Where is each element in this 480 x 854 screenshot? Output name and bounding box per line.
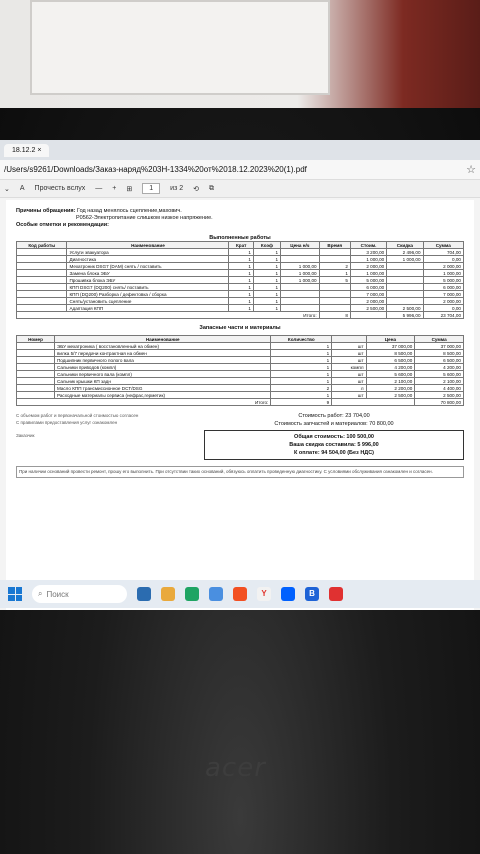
reason-text: Год назад менялось сцепление,махович. bbox=[76, 208, 182, 214]
parts-cell: 1 bbox=[271, 378, 332, 385]
parts-cell: шт bbox=[332, 378, 366, 385]
works-cell bbox=[387, 298, 423, 305]
parts-cell: 1 bbox=[271, 371, 332, 378]
works-cell: 1 bbox=[229, 284, 253, 291]
pdf-document-page bbox=[6, 200, 474, 610]
works-header-4: Цена н/ч bbox=[281, 242, 320, 249]
parts-cell: 4 200,00 bbox=[366, 364, 415, 371]
works-cell bbox=[281, 249, 320, 256]
tab-close-icon[interactable]: × bbox=[37, 146, 42, 154]
works-cell: 2 000,00 bbox=[423, 298, 463, 305]
works-total-label: Итого: bbox=[17, 312, 320, 319]
parts-cell: Масло КПП трансмиссионное DCT/DSG bbox=[54, 385, 270, 392]
parts-cell bbox=[17, 350, 55, 357]
reason-code: P0562-Электропитание слишком низкое напряжение. bbox=[76, 215, 213, 221]
works-cell: 2 500,00 bbox=[387, 305, 423, 312]
works-cell: 2 496,00 bbox=[387, 249, 423, 256]
parts-total-row bbox=[17, 399, 464, 406]
works-cell bbox=[281, 298, 320, 305]
works-cell bbox=[387, 263, 423, 270]
grand-total-box bbox=[204, 430, 464, 460]
works-row bbox=[17, 256, 464, 263]
works-cell: 6 000,00 bbox=[350, 284, 386, 291]
customer-signature-label: Заказчик bbox=[16, 433, 35, 438]
works-cell: 1 bbox=[229, 249, 253, 256]
works-row bbox=[17, 263, 464, 270]
parts-cell: 4 400,00 bbox=[415, 385, 464, 392]
reason-label: Причины обращения: bbox=[16, 208, 76, 214]
parts-row bbox=[17, 378, 464, 385]
works-title: Выполненные работы bbox=[209, 235, 271, 241]
favorite-star-icon[interactable]: ☆ bbox=[466, 164, 476, 176]
works-cell: 1 bbox=[229, 305, 253, 312]
works-cell: 1 bbox=[253, 298, 280, 305]
works-cell: 1 000,00 bbox=[423, 270, 463, 277]
read-aloud-icon[interactable]: A bbox=[19, 185, 25, 192]
windows-taskbar bbox=[0, 580, 480, 608]
works-total-sum: 23 704,00 bbox=[423, 312, 463, 319]
parts-cell: Сальник крышки КП задн bbox=[54, 378, 270, 385]
parts-header-1: Наименование bbox=[54, 336, 270, 343]
works-cell: 7 000,00 bbox=[350, 291, 386, 298]
works-cell: 2 000,00 bbox=[350, 298, 386, 305]
works-cell: 1 bbox=[253, 249, 280, 256]
parts-cell bbox=[17, 378, 55, 385]
works-cell bbox=[17, 284, 67, 291]
works-cell: КПП (DQ200) Разборка / дефектовка / сборка bbox=[67, 291, 229, 298]
works-cell: 1 000,00 bbox=[281, 263, 320, 270]
edge-browser-icon[interactable] bbox=[185, 587, 199, 601]
b-app-icon[interactable]: B bbox=[305, 587, 319, 601]
works-cell: 2 000,00 bbox=[423, 263, 463, 270]
zoom-in-button[interactable]: + bbox=[112, 185, 117, 192]
works-cell bbox=[17, 270, 67, 277]
parts-total-qty: 9 bbox=[271, 399, 332, 406]
parts-row bbox=[17, 392, 464, 399]
works-cell bbox=[387, 277, 423, 284]
works-row bbox=[17, 298, 464, 305]
works-cell: 5 bbox=[319, 277, 350, 284]
works-cell: 1 bbox=[253, 263, 280, 270]
parts-header-4: Цена bbox=[366, 336, 415, 343]
works-header-5: Время bbox=[319, 242, 350, 249]
wall-frame bbox=[30, 0, 330, 95]
works-cell bbox=[281, 291, 320, 298]
works-cell: 6 000,00 bbox=[423, 284, 463, 291]
works-cell: Прошивка блока ЭБУ bbox=[67, 277, 229, 284]
yandex-icon[interactable]: Y bbox=[257, 587, 271, 601]
works-header-7: Скидка bbox=[387, 242, 423, 249]
parts-cell: шт bbox=[332, 357, 366, 364]
works-cell bbox=[319, 249, 350, 256]
parts-cell: 37 000,00 bbox=[366, 343, 415, 350]
works-header-6: Стоим. bbox=[350, 242, 386, 249]
parts-cell: Расходные материалы сервиса (нефрас,герметик) bbox=[54, 392, 270, 399]
mail-icon[interactable] bbox=[209, 587, 223, 601]
parts-cell: 2 100,00 bbox=[415, 378, 464, 385]
parts-cell: 1 bbox=[271, 350, 332, 357]
parts-cell: вилка 5/7 передачи контрактная на обмен bbox=[54, 350, 270, 357]
chevron-down-icon[interactable]: ⌄ bbox=[4, 185, 10, 193]
parts-cell: шт bbox=[332, 343, 366, 350]
works-cell: 1 bbox=[229, 291, 253, 298]
browser-tab-bar bbox=[0, 140, 480, 160]
works-header-0: Код работы bbox=[17, 242, 67, 249]
consent-line-1: С объемом работ и первоначальной стоимостью согласен bbox=[16, 413, 139, 418]
works-cell: 1 bbox=[319, 270, 350, 277]
works-cell bbox=[319, 305, 350, 312]
works-cell: 0,00 bbox=[423, 305, 463, 312]
parts-cell bbox=[17, 364, 55, 371]
parts-row bbox=[17, 357, 464, 364]
works-header-2: Крат bbox=[229, 242, 253, 249]
works-cell: 7 000,00 bbox=[423, 291, 463, 298]
works-total-row bbox=[17, 312, 464, 319]
widgets-icon[interactable] bbox=[137, 587, 151, 601]
works-row bbox=[17, 291, 464, 298]
works-row bbox=[17, 284, 464, 291]
windows-start-icon[interactable] bbox=[8, 587, 22, 601]
parts-cell: ЭБУ мехатроника ( восстановленный на обмен) bbox=[54, 343, 270, 350]
works-cell: Замена блока ЭБУ bbox=[67, 270, 229, 277]
discount-total: Ваша скидка составила: 5 996,00 bbox=[289, 442, 379, 448]
works-cell bbox=[17, 305, 67, 312]
works-cell: 2 500,00 bbox=[350, 305, 386, 312]
parts-cell: 2 200,00 bbox=[366, 385, 415, 392]
parts-cell bbox=[17, 385, 55, 392]
taskbar-search-placeholder: Поиск bbox=[46, 589, 69, 599]
parts-header-3 bbox=[332, 336, 366, 343]
parts-total-label: Итого: bbox=[17, 399, 271, 406]
works-cell: 1 bbox=[253, 256, 280, 263]
works-cell bbox=[319, 284, 350, 291]
parts-cell: Сальники приводов (компл) bbox=[54, 364, 270, 371]
works-row bbox=[17, 270, 464, 277]
parts-cell bbox=[17, 371, 55, 378]
works-cell: 1 bbox=[253, 305, 280, 312]
taskbar-search[interactable] bbox=[32, 585, 127, 603]
works-cell bbox=[281, 284, 320, 291]
parts-cell: 1 bbox=[271, 364, 332, 371]
works-header-1: Наименование bbox=[67, 242, 229, 249]
works-cell: 1 bbox=[253, 277, 280, 284]
works-cell: 1 bbox=[229, 256, 253, 263]
works-cell bbox=[17, 256, 67, 263]
parts-table bbox=[16, 335, 464, 406]
parts-row bbox=[17, 385, 464, 392]
parts-cell: 6 500,00 bbox=[366, 357, 415, 364]
parts-cell bbox=[17, 392, 55, 399]
works-cell: 0,00 bbox=[423, 256, 463, 263]
parts-cell: 6 500,00 bbox=[415, 357, 464, 364]
works-header-row bbox=[17, 242, 464, 249]
works-cell: 5 000,00 bbox=[423, 277, 463, 284]
works-cell: 5 000,00 bbox=[350, 277, 386, 284]
grand-total: Общая стоимость: 100 500,00 bbox=[294, 434, 374, 440]
parts-total-empty bbox=[332, 399, 415, 406]
consent-line-2: С правилами предоставления услуг ознакомлен bbox=[16, 420, 118, 425]
works-cell bbox=[17, 263, 67, 270]
parts-cell: шт bbox=[332, 350, 366, 357]
browser-tab[interactable] bbox=[4, 144, 49, 157]
works-cell bbox=[387, 291, 423, 298]
works-table bbox=[16, 241, 464, 319]
fit-page-icon[interactable]: ⊞ bbox=[126, 185, 133, 193]
parts-cell: 4 200,00 bbox=[415, 364, 464, 371]
parts-row bbox=[17, 350, 464, 357]
works-cell: 2 000,00 bbox=[350, 263, 386, 270]
works-cell: 1 000,00 bbox=[387, 256, 423, 263]
works-cell: Адаптация КПП bbox=[67, 305, 229, 312]
zoom-out-button[interactable]: — bbox=[95, 185, 103, 192]
reason-block bbox=[16, 208, 464, 229]
two-page-icon[interactable]: ⧉ bbox=[209, 184, 214, 192]
consent-note: При наличии оснований провести ремонт, прошу его выполнить. При отсутствии таких оснований, обязуюсь оплатить проведенную диагностику. С условиями обслуживания ознакомлен и согласен. bbox=[16, 466, 464, 478]
laptop-brand-logo: acer bbox=[205, 753, 266, 783]
works-cell: Мехатроник DSG7 (DAM) снять / поставить bbox=[67, 263, 229, 270]
parts-cell: 5 600,00 bbox=[366, 371, 415, 378]
parts-cell: компл bbox=[332, 364, 366, 371]
laptop-screen bbox=[0, 140, 480, 610]
parts-cell: шт bbox=[332, 371, 366, 378]
page-total: из 2 bbox=[170, 185, 184, 192]
works-cell: КПП DSG7 (DQ200) снять/ поставить bbox=[67, 284, 229, 291]
works-cell: 1 bbox=[229, 263, 253, 270]
cost-summary bbox=[204, 412, 464, 460]
totals-block bbox=[16, 412, 464, 460]
works-cell bbox=[319, 291, 350, 298]
works-cell bbox=[387, 284, 423, 291]
parts-cost: Стоимость запчастей и материалов: 70 800,00 bbox=[274, 421, 394, 427]
parts-cell: 37 000,00 bbox=[415, 343, 464, 350]
works-cell: 1 000,00 bbox=[350, 256, 386, 263]
parts-body bbox=[17, 343, 464, 399]
app-icon[interactable] bbox=[329, 587, 343, 601]
works-cell: 2 bbox=[319, 263, 350, 270]
works-row bbox=[17, 277, 464, 284]
parts-row bbox=[17, 364, 464, 371]
parts-cell: 2 bbox=[271, 385, 332, 392]
works-cell: 1 000,00 bbox=[281, 277, 320, 284]
search-icon: ⌕ bbox=[38, 589, 43, 598]
parts-cell: Подшипник первичного полого вала bbox=[54, 357, 270, 364]
works-cell: 3 200,00 bbox=[350, 249, 386, 256]
parts-header-2: Количество bbox=[271, 336, 332, 343]
works-row bbox=[17, 305, 464, 312]
parts-cell bbox=[17, 357, 55, 364]
works-cell bbox=[281, 305, 320, 312]
parts-cell: Сальники первичного вала (компл) bbox=[54, 371, 270, 378]
parts-cell: 1 bbox=[271, 357, 332, 364]
works-cell: 1 bbox=[253, 291, 280, 298]
works-cell bbox=[387, 270, 423, 277]
works-body bbox=[17, 249, 464, 312]
works-cell bbox=[319, 298, 350, 305]
to-pay: К оплате: 94 504,00 (Без НДС) bbox=[293, 450, 375, 456]
works-row bbox=[17, 249, 464, 256]
file-explorer-icon[interactable] bbox=[161, 587, 175, 601]
parts-title: Запасные части и материалы bbox=[199, 325, 281, 331]
read-aloud-button[interactable]: Прочесть вслух bbox=[34, 185, 86, 192]
address-bar[interactable] bbox=[0, 160, 480, 180]
background-wall bbox=[0, 0, 480, 120]
pdf-toolbar bbox=[0, 180, 480, 198]
works-cell: 1 bbox=[229, 270, 253, 277]
parts-cell: 1 bbox=[271, 392, 332, 399]
parts-cell: 1 bbox=[271, 343, 332, 350]
works-cell: 704,00 bbox=[423, 249, 463, 256]
works-cell: Снять/установить сцепление bbox=[67, 298, 229, 305]
parts-cell bbox=[17, 343, 55, 350]
parts-cell: 2 100,00 bbox=[366, 378, 415, 385]
works-cell: 1 bbox=[229, 298, 253, 305]
works-cell bbox=[17, 298, 67, 305]
works-cost: Стоимость работ: 23 704,00 bbox=[298, 413, 370, 419]
works-header-8: Сумма bbox=[423, 242, 463, 249]
dropbox-icon[interactable] bbox=[281, 587, 295, 601]
works-header-3: Коэф bbox=[253, 242, 280, 249]
office-icon[interactable] bbox=[233, 587, 247, 601]
works-cell: Диагностика bbox=[67, 256, 229, 263]
parts-cell: 8 500,00 bbox=[366, 350, 415, 357]
works-cell bbox=[319, 256, 350, 263]
parts-cell: 2 500,00 bbox=[415, 392, 464, 399]
parts-row bbox=[17, 371, 464, 378]
rotate-icon[interactable]: ⟲ bbox=[193, 185, 199, 193]
parts-cell: л bbox=[332, 385, 366, 392]
works-cell bbox=[17, 291, 67, 298]
works-total-time: 8 bbox=[319, 312, 350, 319]
works-cell: 1 000,00 bbox=[281, 270, 320, 277]
parts-cell: 8 500,00 bbox=[415, 350, 464, 357]
works-cell bbox=[17, 249, 67, 256]
tab-title: 18.12.2 bbox=[12, 146, 36, 154]
works-cell bbox=[281, 256, 320, 263]
works-cell bbox=[17, 277, 67, 284]
works-total-empty bbox=[350, 312, 386, 319]
parts-cell: шт bbox=[332, 392, 366, 399]
consent-block bbox=[16, 412, 186, 460]
page-number-input[interactable]: 1 bbox=[142, 183, 160, 194]
works-cell: Услуги эвакуатора bbox=[67, 249, 229, 256]
parts-total-sum: 70 800,00 bbox=[415, 399, 464, 406]
notes-label: Особые отметки и рекомендации: bbox=[16, 222, 109, 228]
parts-cell: 2 500,00 bbox=[366, 392, 415, 399]
works-total-discount: 5 996,00 bbox=[387, 312, 423, 319]
works-cell: 1 bbox=[253, 284, 280, 291]
works-cell: 1 bbox=[253, 270, 280, 277]
parts-cell: 5 600,00 bbox=[415, 371, 464, 378]
works-cell: 1 bbox=[229, 277, 253, 284]
parts-row bbox=[17, 343, 464, 350]
parts-header-0: Номер bbox=[17, 336, 55, 343]
address-url[interactable]: /Users/s9261/Downloads/Заказ-наряд%203Н-1334%20от%2018.12.2023%20(1).pdf bbox=[4, 165, 307, 174]
works-cell: 1 000,00 bbox=[350, 270, 386, 277]
parts-header-row bbox=[17, 336, 464, 343]
parts-header-5: Сумма bbox=[415, 336, 464, 343]
